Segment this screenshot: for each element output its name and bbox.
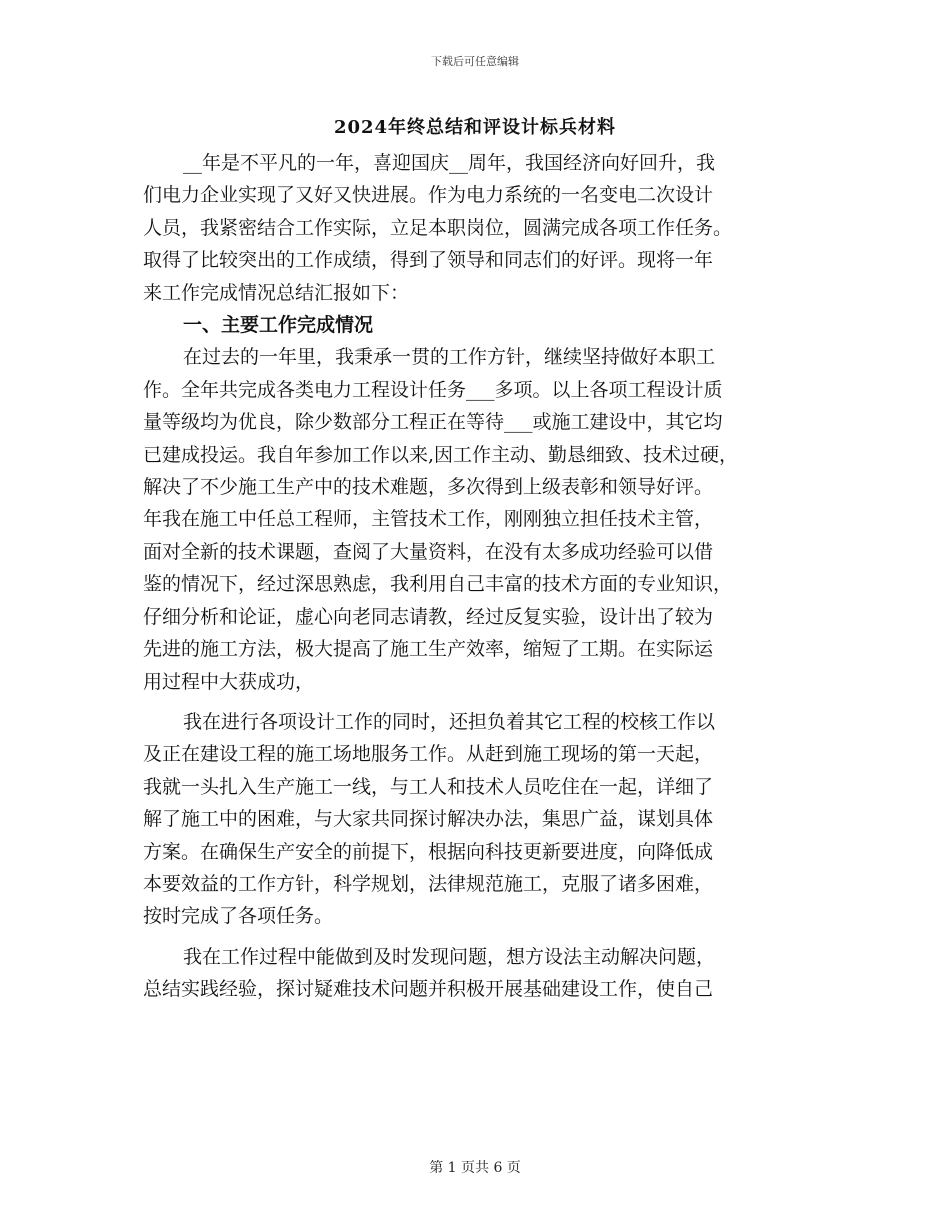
paragraph-line: 按时完成了各项任务。 [143, 905, 334, 928]
paragraph-line: 我在进行各项设计工作的同时，还担负着其它工程的校核工作以 [183, 710, 716, 733]
paragraph-line: 及正在建设工程的施工场地服务工作。从赶到施工现场的第一天起， [143, 743, 714, 766]
intro-line: __年是不平凡的一年，喜迎国庆__周年，我国经济向好回升，我 [183, 152, 716, 174]
paragraph-line: 面对全新的技术课题，查阅了大量资料，在没有太多成功经验可以借 [143, 540, 714, 563]
paragraph-line: 先进的施工方法，极大提高了施工生产效率，缩短了工期。在实际运 [143, 638, 714, 661]
paragraph-line: 我就一头扎入生产施工一线，与工人和技术人员吃住在一起，详细了 [143, 775, 714, 798]
intro-line: 人员，我紧密结合工作实际，立足本职岗位，圆满完成各项工作任务。 [143, 216, 733, 239]
paragraph-line: 方案。在确保生产安全的前提下，根据向科技更新要进度，向降低成 [143, 840, 714, 863]
paragraph-line: 解决了不少施工生产中的技术难题，多次得到上级表彰和领导好评。 [143, 476, 714, 499]
intro-line: 取得了比较突出的工作成绩，得到了领导和同志们的好评。现将一年 [143, 249, 714, 272]
intro-line: 们电力企业实现了又好又快进展。作为电力系统的一名变电二次设计 [143, 184, 714, 207]
document-body [143, 147, 815, 1006]
page-footer: 第 1 页共 6 页 [429, 1160, 521, 1176]
paragraph-line: 仔细分析和论证，虚心向老同志请教，经过反复实验，设计出了较为 [143, 605, 714, 628]
paragraph-line: 解了施工中的困难，与大家共同探讨解决办法，集思广益，谋划具体 [143, 808, 714, 831]
paragraph-line: 量等级均为优良，除少数部分工程正在等待___或施工建设中，其它均 [143, 411, 723, 434]
intro-line: 来工作完成情况总结汇报如下： [143, 281, 410, 304]
paragraph-line: 总结实践经验，探讨疑难技术问题并积极开展基础建设工作，使自己 [143, 978, 714, 1001]
page-header: 下载后可任意编辑 [431, 55, 519, 68]
paragraph-line: 年我在施工中任总工程师，主管技术工作，刚刚独立担任技术主管， [143, 508, 714, 531]
paragraph-line: 本要效益的工作方针，科学规划，法律规范施工，克服了诸多困难， [143, 872, 714, 895]
paragraph-line: 已建成投运。我自年参加工作以来,因工作主动、勤恳细致、技术过硬， [143, 443, 739, 466]
paragraph-line: 在过去的一年里，我秉承一贯的工作方针，继续坚持做好本职工 [183, 346, 716, 369]
document-title: 2024年终总结和评设计标兵材料 [333, 117, 617, 138]
paragraph-line: 我在工作过程中能做到及时发现问题，想方设法主动解决问题， [183, 945, 716, 968]
paragraph-line: 用过程中大获成功， [143, 670, 315, 693]
paragraph-line: 鉴的情况下，经过深思熟虑，我利用自己丰富的技术方面的专业知识， [143, 573, 733, 596]
paragraph-line: 作。全年共完成各类电力工程设计任务___多项。以上各项工程设计质 [143, 378, 723, 401]
section-heading: 一、主要工作完成情况 [183, 314, 374, 337]
